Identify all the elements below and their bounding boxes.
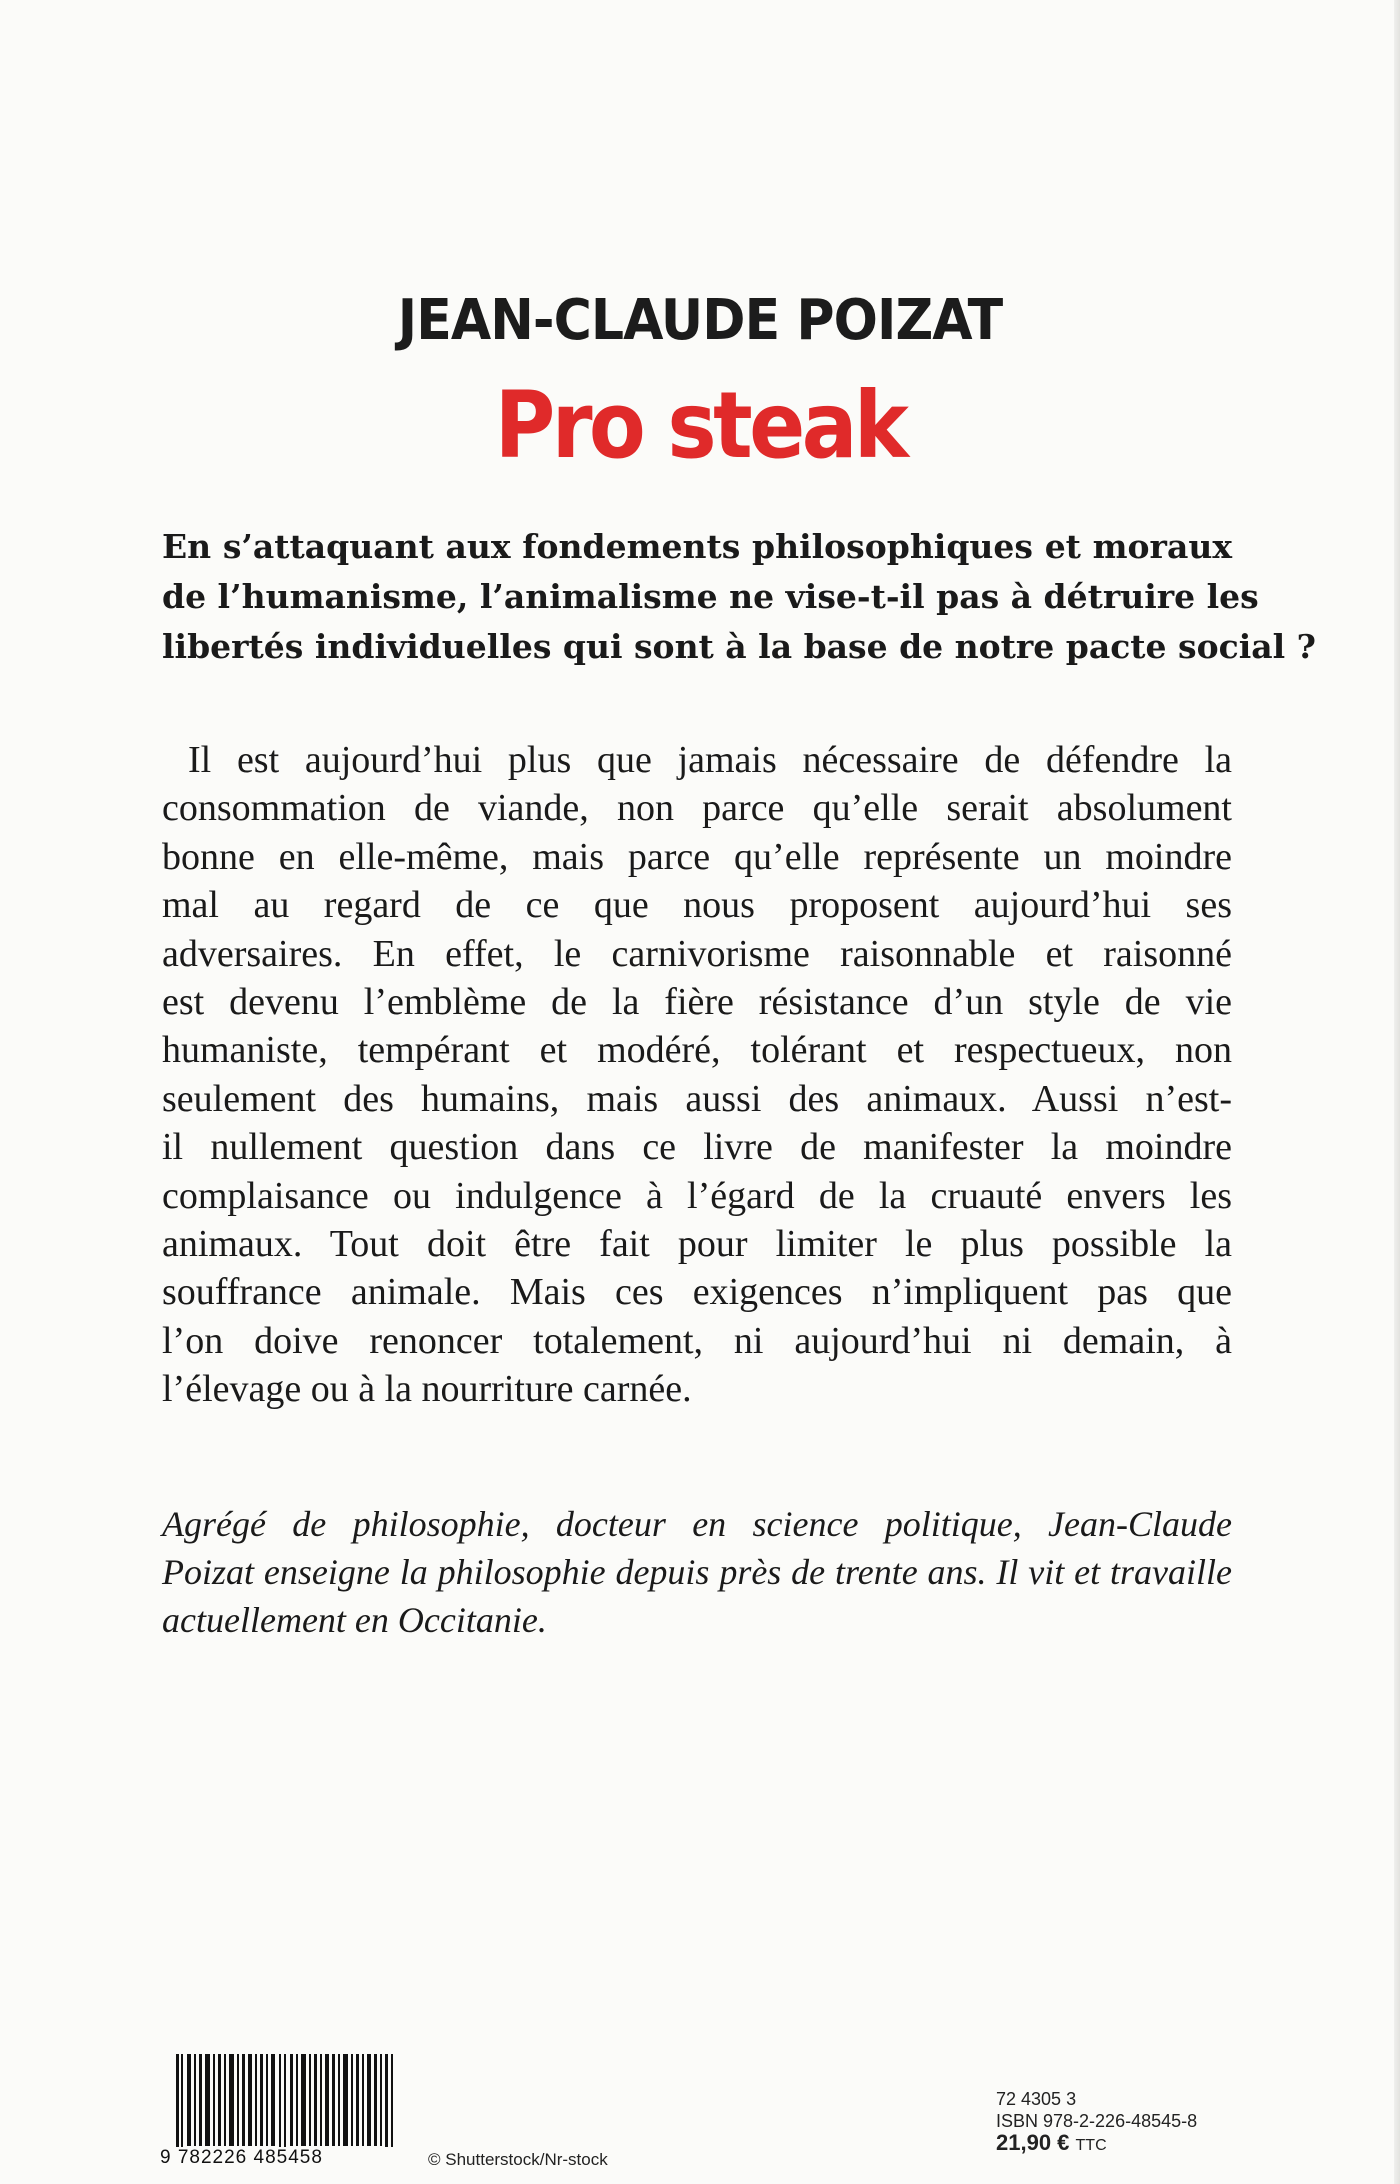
author-name: JEAN-CLAUDE POIZAT	[397, 288, 1003, 353]
lead-line: de l’humanisme, l’animalisme ne vise-t-il pas à détruire les	[162, 577, 1259, 616]
body-line: seulement des humains, mais aussi des animaux. Aussi n’est-	[162, 1077, 1232, 1120]
body-line: l’on doive renoncer totalement, ni aujourd’hui ni demain, à	[162, 1319, 1232, 1362]
lead-paragraph	[162, 522, 1317, 672]
bio-line: Poizat enseigne la philosophie depuis près de trente ans. Il vit et travaille	[162, 1552, 1232, 1592]
body-line: Il est aujourd’hui plus que jamais nécessaire de défendre la	[188, 739, 1232, 781]
bio-line: actuellement en Occitanie.	[162, 1600, 547, 1640]
body-paragraph	[162, 736, 1232, 1414]
barcode-bars	[170, 2054, 410, 2154]
body-line: souffrance animale. Mais ces exigences n’impliquent pas que	[162, 1271, 1232, 1314]
photo-credit: © Shutterstock/Nr-stock	[428, 2150, 608, 2169]
book-title: Pro steak	[494, 372, 906, 479]
body-line: il nullement question dans ce livre de manifester la moindre	[162, 1126, 1232, 1169]
body-line: adversaires. En effet, le carnivorisme raisonnable et raisonné	[162, 932, 1232, 975]
body-line: mal au regard de ce que nous proposent aujourd’hui ses	[162, 884, 1232, 927]
author-bio	[162, 1500, 1232, 1644]
body-line: complaisance ou indulgence à l’égard de la cruauté envers les	[162, 1174, 1232, 1217]
isbn: ISBN 978-2-226-48545-8	[996, 2111, 1198, 2131]
price	[996, 2132, 1197, 2157]
body-line: humaniste, tempérant et modéré, tolérant et respectueux, non	[162, 1029, 1232, 1072]
body-line: animaux. Tout doit être fait pour limiter le plus possible la	[162, 1223, 1232, 1266]
price-value: 21,90 €	[996, 2130, 1070, 2155]
page-edge	[1394, 0, 1400, 2184]
book-meta	[996, 2088, 1197, 2157]
bio-line: Agrégé de philosophie, docteur en science politique, Jean-Claude	[162, 1504, 1232, 1544]
body-line: consommation de viande, non parce qu’elle serait absolument	[162, 787, 1232, 830]
body-line: bonne en elle-même, mais parce qu’elle représente un moindre	[162, 835, 1232, 878]
body-line: est devenu l’emblème de la fière résistance d’un style de vie	[162, 981, 1232, 1024]
barcode-digits: 9 782226 485458	[160, 2147, 420, 2169]
price-suffix: TTC	[1075, 2137, 1107, 2154]
lead-line: libertés individuelles qui sont à la base de notre pacte social ?	[162, 627, 1317, 666]
product-code: 72 4305 3	[996, 2089, 1077, 2109]
body-line: l’élevage ou à la nourriture carnée.	[162, 1368, 692, 1411]
lead-line: En s’attaquant aux fondements philosophiques et moraux	[162, 527, 1232, 566]
